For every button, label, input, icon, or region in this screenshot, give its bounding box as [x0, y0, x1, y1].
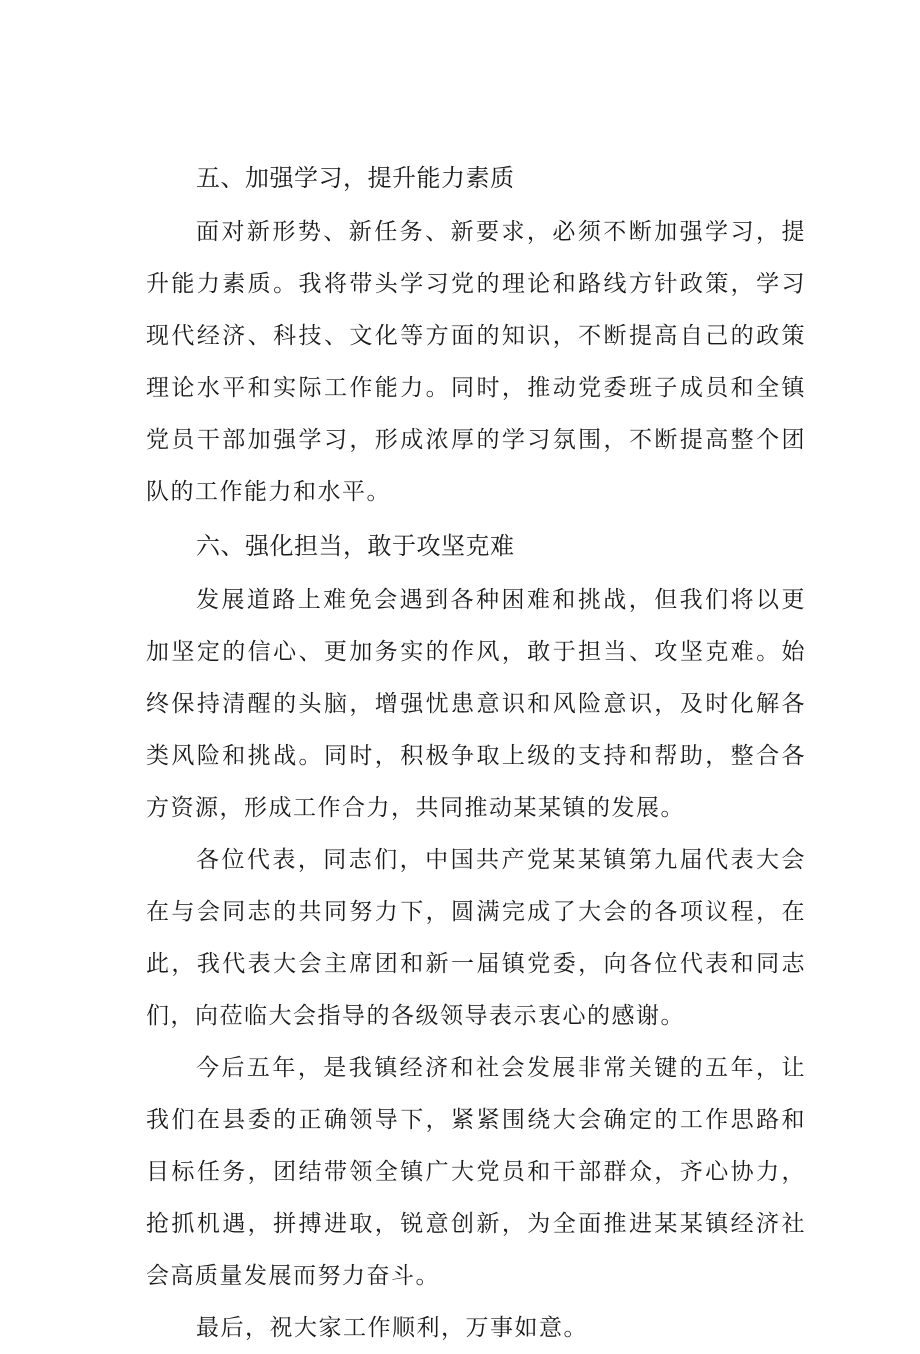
closing-paragraph-wishes: 最后，祝大家工作顺利，万事如意。 [196, 1315, 588, 1341]
section-5-paragraph: 面对新形势、新任务、新要求，必须不断加强学习，提升能力素质。我将带头学习党的理论和路线方针政策，学习现代经济、科技、文化等方面的知识，不断提高自己的政策理论水平和实际工作能力。同时，推动党委班子成员和全镇党员干部加强学习，形成浓厚的学习氛围，不断提高整个团队的工作能力和水平。 [146, 219, 806, 505]
section-6-paragraph: 发展道路上难免会遇到各种困难和挑战，但我们将以更加坚定的信心、更加务实的作风，敢于担当、攻坚克难。始终保持清醒的头脑，增强忧患意识和风险意识，及时化解各类风险和挑战。同时，积极争取上级的支持和帮助，整合各方资源，形成工作合力，共同推动某某镇的发展。 [146, 587, 806, 821]
section-heading-5: 五、加强学习，提升能力素质 [196, 164, 515, 192]
document-page [146, 150, 806, 1354]
closing-paragraph-outlook: 今后五年，是我镇经济和社会发展非常关键的五年，让我们在县委的正确领导下，紧紧围绕大会确定的工作思路和目标任务，团结带领全镇广大党员和干部群众，齐心协力，抢抓机遇，拼搏进取，锐意创新，为全面推进某某镇经济社会高质量发展而努力奋斗。 [146, 1055, 806, 1289]
section-heading-6: 六、强化担当，敢于攻坚克难 [196, 532, 515, 560]
closing-paragraph-thanks: 各位代表，同志们，中国共产党某某镇第九届代表大会在与会同志的共同努力下，圆满完成了大会的各项议程，在此，我代表大会主席团和新一届镇党委，向各位代表和同志们，向莅临大会指导的各级领导表示衷心的感谢。 [146, 847, 806, 1029]
